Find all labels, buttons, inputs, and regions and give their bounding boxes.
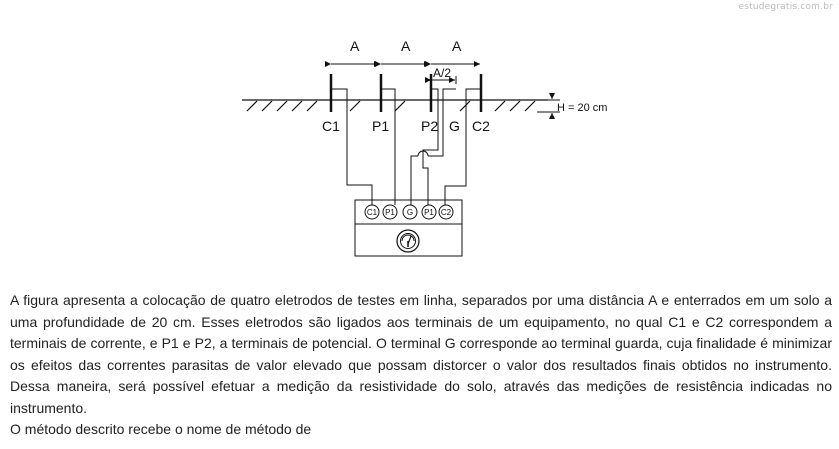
terminal-label-g: G <box>406 208 414 217</box>
terminal-label-p1-a: P1 <box>385 208 395 217</box>
electrode-label-p2: P2 <box>421 118 439 134</box>
electrode-rods <box>331 74 481 112</box>
wire-c1 <box>331 89 372 205</box>
wire-p1 <box>381 89 395 205</box>
spacing-label-1: A <box>350 38 360 54</box>
electrode-label-c1: C1 <box>322 118 340 134</box>
site-watermark: estudegratis.com.br <box>738 2 833 12</box>
terminal-label-p1-b: P1 <box>424 208 434 217</box>
depth-label: H = 20 cm <box>557 102 608 114</box>
electrode-label-p1: P1 <box>372 118 390 134</box>
question-text-block <box>10 290 832 441</box>
spacing-label-2: A <box>401 38 411 54</box>
question-paragraph: A figura apresenta a colocação de quatro eletrodos de testes em linha, separados por uma distância A e enterrados em um solo a uma profundidade de 20 cm. Esses eletrodos são ligados aos terminais de um equipamento, no qual C1 e C2 correspondem a terminais de corrente, e P1 e P2, a terminais de potencial. O terminal G corresponde ao terminal guarda, cuja finalidade é minimizar os efeitos das correntes parasitas de valor elevado que possam distorcer o valor dos resultados finais obtidos no instrumento. Dessa maneira, será possível efetuar a medição da resistividade do solo, através das medições de resistência indicadas no instrumento. <box>10 292 832 416</box>
electrode-label-c2: C2 <box>472 118 490 134</box>
wire-g-cont <box>411 156 418 205</box>
wire-c2 <box>445 89 481 205</box>
electrode-label-g: G <box>449 118 460 134</box>
terminal-label-c1: C1 <box>366 208 378 217</box>
spacing-label-3: A <box>452 38 462 54</box>
connection-wires <box>331 89 481 205</box>
meter-dial-icon <box>397 230 419 252</box>
half-spacing-label: A/2 <box>433 66 452 80</box>
terminal-label-c2: C2 <box>440 208 452 217</box>
spacing-dimensions <box>331 64 480 84</box>
question-prompt: O método descrito recebe o nome de método de <box>10 421 312 437</box>
